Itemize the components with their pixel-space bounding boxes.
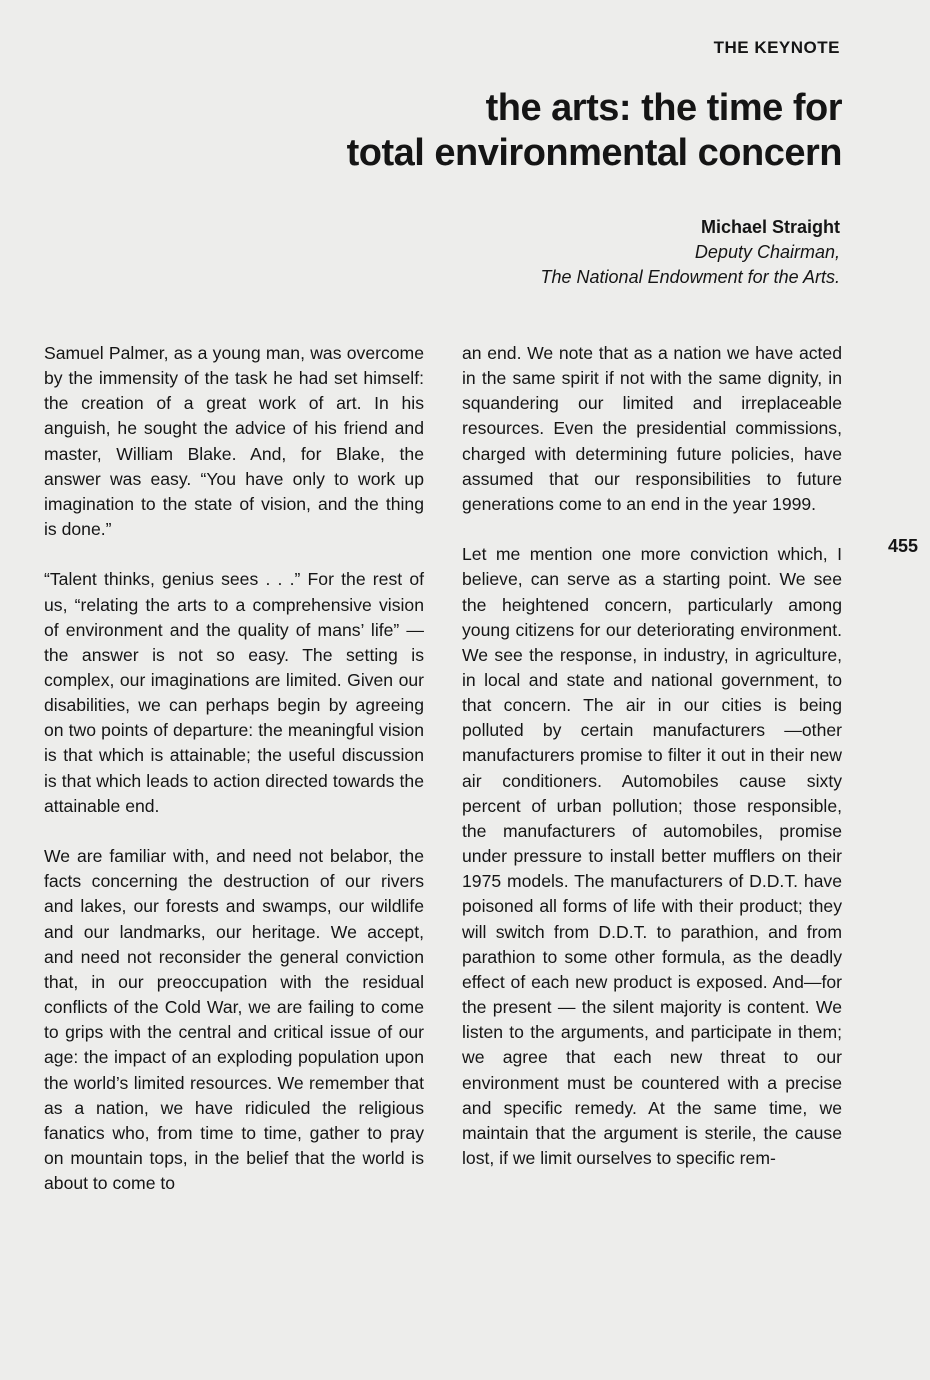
paragraph: We are familiar with, and need not belabor, the facts concerning the destruction of our rivers and lakes, our forests and swamps, our wildlife and our landmarks, our heritage. We accept, and need not reconsider the general conviction that, in our preoccupation with the residual conflicts of the Cold War, we are failing to come to grips with the central and critical issue of our age: the impact of an exploding population upon the world’s limited resources. We remember that as a nation, we have ridiculed the religious fanatics who, from time to time, gather to pray on mountain tops, in the belief that the world is about to come to (44, 846, 424, 1194)
page-number: 455 (887, 536, 918, 556)
paragraph: “Talent thinks, genius sees . . .” For the rest of us, “relating the arts to a comprehensive vision of environment and the quality of mans’ life” — the answer is not so easy. The setting is complex, our imaginations are limited. Given our disabilities, we can perhaps begin by agreeing on two points of departure: the meaningful vision is that which is attainable; the useful discussion is that which leads to action directed towards the attainable end. (44, 569, 424, 816)
author-role: Deputy Chairman, (694, 242, 840, 262)
section-label: THE KEYNOTE (713, 38, 840, 57)
title-line-1: the arts: the time for (485, 87, 842, 129)
byline (320, 215, 840, 290)
left-column (44, 341, 424, 1221)
right-column (462, 341, 842, 1196)
article-title (222, 86, 842, 176)
paragraph: an end. We note that as a nation we have acted in the same spirit if not with the same dignity, in squandering our limited and irreplaceable resources. Even the presidential commissions, charged with determining future policies, have assumed that our responsibilities to future generations come to an end in the year 1999. (462, 343, 842, 514)
paragraph: Let me mention one more conviction which, I believe, can serve as a starting point. We see the heightened concern, particularly among young citizens for our deteriorating environment. We see the response, in industry, in agriculture, in local and state and national government, to that concern. The air in our cities is being polluted by certain manufacturers —other manufacturers promise to filter it out in their new air conditioners. Automobiles cause sixty percent of urban pollution; those responsible, the manufacturers of automobiles, promise under pressure to install better mufflers on their 1975 models. The manufacturers of D.D.T. have poisoned all forms of life with their product; they will switch from D.D.T. to parathion, and from parathion to some other formula, as the deadly effect of each new product is exposed. And—for the present — the silent majority is content. We listen to the arguments, and participate in them; we agree that each new threat to our environment must be countered with a precise and specific remedy. At the same time, we maintain that the argument is sterile, the cause lost, if we limit ourselves to specific rem- (462, 544, 842, 1168)
author-organization: The National Endowment for the Arts. (540, 267, 840, 287)
author-name: Michael Straight (700, 217, 840, 237)
paragraph: Samuel Palmer, as a young man, was overcome by the immensity of the task he had set himself: the creation of a great work of art. In his anguish, he sought the advice of his friend and master, William Blake. And, for Blake, the answer was easy. “You have only to work up imagination to the state of vision, and the thing is done.” (44, 343, 424, 540)
title-line-2: total environmental concern (346, 132, 842, 174)
